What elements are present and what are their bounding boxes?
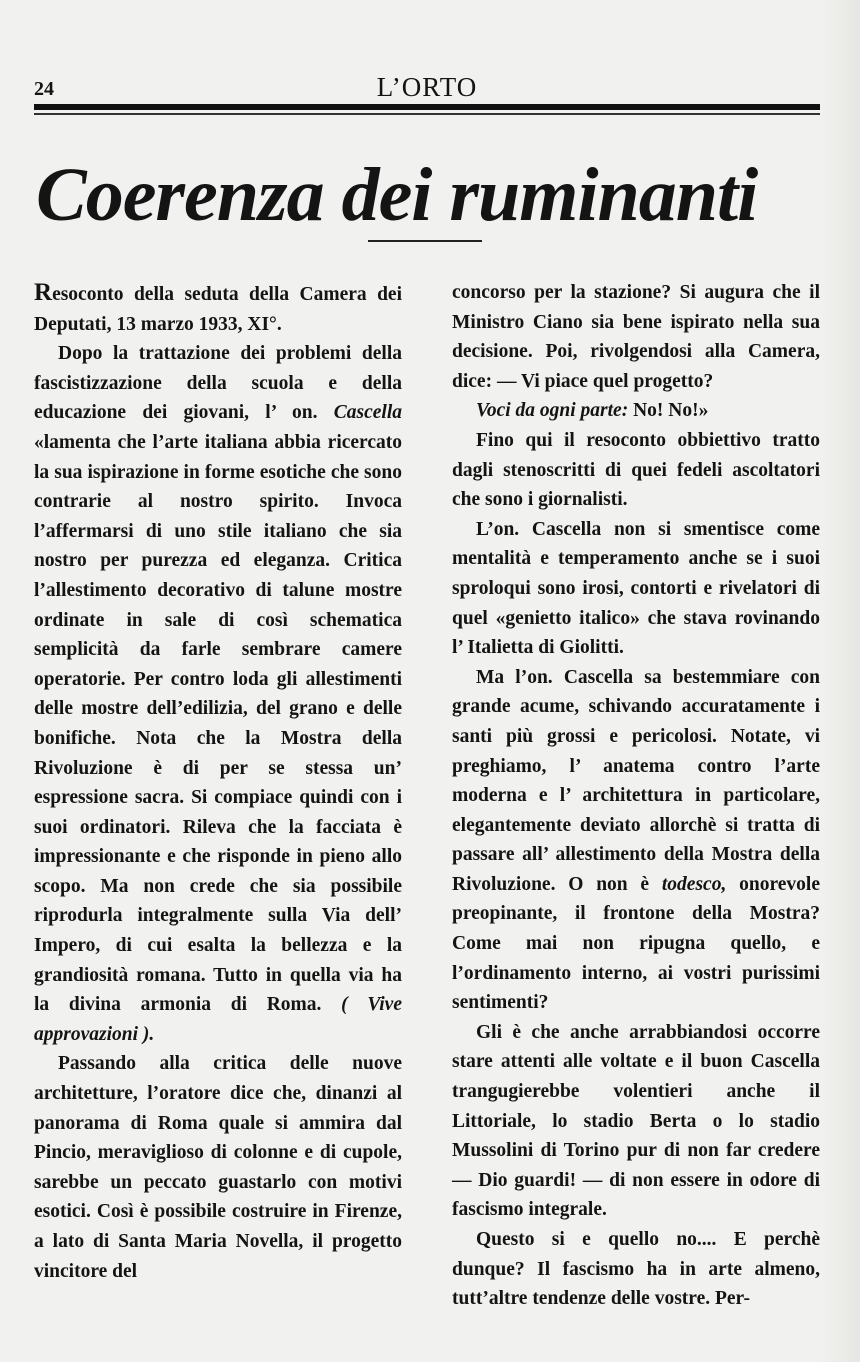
todesco-word: todesco, bbox=[661, 873, 727, 895]
paragraph-bestemmiare bbox=[452, 663, 820, 1018]
header-rule-thick bbox=[34, 104, 820, 110]
right-column bbox=[452, 278, 820, 1310]
paragraph-voices bbox=[452, 396, 820, 426]
paragraph-cascella: L’on. Cascella non si smentisce come mentalità e temperamento anche se i suoi sproloqui sono irosi, contorti e rivelatori di quel «genietto italico» che stava rovinando l’ Italietta di Giolitti. bbox=[452, 518, 820, 659]
speaker-name: Cascella bbox=[333, 402, 402, 424]
paragraph-1 bbox=[34, 278, 402, 339]
paragraph-continued: concorso per la stazione? Si augura che il Ministro Ciano sia bene ispirato nella sua decisione. Poi, rivolgendosi alla Camera, dice: — Vi piace quel progetto? bbox=[452, 282, 820, 392]
paragraph-bestemmiare-text: Ma l’on. Cascella sa bestemmiare con grande acume, schivando accuratamente i santi più grossi e pericolosi. Notate, vi preghiamo, l’ anatema contro l’arte moderna e l’ architettura in particolare, elegantemente deviato allorchè si tratta di passare all’ allestimento della Mostra della Rivoluzione. O non è bbox=[452, 666, 820, 895]
paragraph-2-text-b: «lamenta che l’arte italiana abbia ricercato la sua ispirazione in forme esotiche che sono contrarie al nostro spirito. Invoca l’affermarsi di uno stile italiano che sia nostro per purezza ed eleganza. Critica l’allestimento decorativo di talune mostre ordinate in sale di così schematica semplicità da farle sembrare camere operatorie. Per contro loda gli allestimenti delle mostre dell’edilizia, del grano e delle bonifiche. Nota che la Mostra della Rivoluzione è di per se stessa un’ espressione sacra. Si compiace quindi con i suoi ordinatori. Rileva che la facciata è impressionante e che risponde in pieno allo scopo. Ma non crede che sia possibile riprodurla integralmente sulla Via dell’ Impero, di cui esalta la bellezza e la grandiosità romana. Tutto in quella via ha la divina armonia di Roma. bbox=[34, 431, 402, 1016]
paragraph-arrabbiandosi: Gli è che anche arrabbiandosi occorre stare attenti alle voltate e il buon Cascella trangugierebbe volentieri anche il Littoriale, lo stadio Berta o lo stadio Mussolini di Torino pur di non far credere — Dio guardi! — di non essere in odore di fascismo integrale. bbox=[452, 1021, 820, 1221]
paragraph-resoconto: Fino qui il resoconto obbiettivo tratto dagli stenoscritti di quei fedeli ascoltatori che sono i giornalisti. bbox=[452, 429, 820, 511]
paragraph-2-text-a: Dopo la trattazione dei problemi della fascistizzazione della scuola e della educazione dei giovani, l’ on. bbox=[34, 343, 402, 424]
paragraph-1-text: esoconto della seduta della Camera dei Deputati, 13 marzo 1933, XI°. bbox=[34, 284, 402, 335]
voices-text: No! No!» bbox=[628, 400, 709, 422]
facing-page-bleed bbox=[822, 0, 860, 1362]
header-rule-thin bbox=[34, 113, 820, 115]
paragraph-closing: Questo si e quello no.... E perchè dunque? Il fascismo ha in arte almeno, tutt’altre tendenze delle vostre. Per- bbox=[452, 1229, 820, 1310]
drop-cap: R bbox=[34, 279, 53, 306]
article-title: Coerenza dei ruminanti bbox=[36, 153, 758, 237]
paragraph-bestemmiare-end: onorevole preopinante, il frontone della Mostra? Come mai non ripugna quello, e l’ordinamento interno, ai vostri purissimi sentimenti? bbox=[452, 873, 820, 1014]
applause-note: ( Vive approvazioni ). bbox=[34, 994, 402, 1045]
left-column bbox=[34, 278, 402, 1282]
paragraph-3: Passando alla critica delle nuove architetture, l’oratore dice che, dinanzi al panorama di Roma quale si ammira dal Pincio, meraviglioso di colonne e di cupole, sarebbe un peccato guastarlo con motivi esotici. Così è possibile costruire in Firenze, a lato di Santa Maria Novella, il progetto vincitore del bbox=[34, 1053, 402, 1282]
title-rule bbox=[368, 240, 482, 242]
voices-label: Voci da ogni parte: bbox=[476, 400, 629, 422]
page-header bbox=[34, 72, 820, 106]
page-number: 24 bbox=[34, 78, 54, 100]
paragraph-2 bbox=[34, 339, 402, 1049]
running-title: L’ORTO bbox=[376, 72, 478, 102]
